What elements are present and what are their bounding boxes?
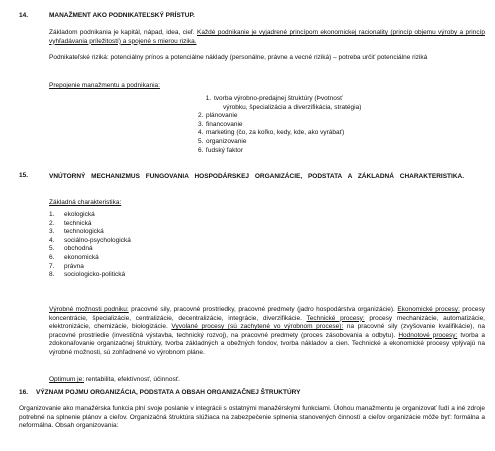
list-text: ľudský faktor	[206, 146, 243, 154]
section-14-paragraph-1	[49, 29, 485, 46]
list-text: právna	[64, 262, 84, 270]
technical-processes-label: Technické procesy:	[306, 314, 365, 322]
list-number: 5.	[198, 137, 204, 145]
paragraph-text: pracovné sily, pracovné prostriedky, pracovné predmety (jadro hospodárstva organizácie).	[128, 306, 398, 313]
basic-characteristics-label: Základná charakteristika:	[49, 199, 122, 206]
list-text: obchodná	[64, 245, 93, 253]
list-text: plánovanie	[206, 112, 238, 120]
production-capabilities-label: Výrobné možnosti podniku:	[49, 306, 129, 313]
characteristics-list	[49, 211, 131, 280]
list-text: technická	[64, 219, 92, 227]
section-14-number: 14.	[19, 12, 29, 19]
list-item	[49, 271, 131, 280]
value-processes-label: Hodnotové procesy:	[398, 331, 458, 339]
list-item	[49, 254, 131, 263]
list-text: sociálno-psychologická	[64, 236, 131, 244]
optimum-label: Optimum je:	[49, 376, 85, 383]
list-item	[49, 220, 131, 229]
list-item	[198, 138, 361, 147]
list-text: tvorba výrobno-predajnej štruktúry (Þvotnosť	[214, 95, 343, 102]
paragraph-text: procesy koncentrácie, špecializácie, centralizácie, decentralizácie, integrácie, diverzifikácie.	[49, 306, 485, 322]
section-16-number: 16.	[19, 389, 29, 396]
section-16-paragraph: Organizovanie ako manažérska funkcia plní svoje poslanie v integrácii s ostatnými manažérskymi funkciami. Úlohou manažmentu je organizovať ľudí a iné zdroje potrebné na splnenie plánov a cieľov. Organizačná štruktúra slúžiaca na zabezpečenie splnenia stanovených činností a cieľov organizácie môže byť: formálna a neformálna. Obsah organizovania:	[19, 405, 485, 430]
list-item	[198, 112, 361, 121]
list-number: 4.	[49, 236, 55, 244]
list-number: 8.	[49, 271, 55, 279]
list-item	[49, 228, 131, 237]
section-14-title: MANAŽMENT AKO PODNIKATEĽSKÝ PRÍSTUP.	[49, 12, 195, 19]
induced-processes-label: Vyvolané procesy (sú zachytené vo výrobnom procese):	[171, 323, 344, 331]
list-text: sociologicko-politická	[64, 271, 126, 279]
list-text: ekologická	[64, 211, 95, 218]
list-item-continuation: výrobku, špecializácia a diverzifikácia, stratégia)	[223, 103, 362, 111]
list-number: 2.	[198, 112, 204, 120]
list-text: marketing (čo, za koľko, kedy, kde, ako vyrábať)	[206, 129, 345, 137]
list-item	[49, 245, 131, 254]
list-number: 6.	[198, 146, 204, 154]
optimum-line	[49, 376, 180, 385]
list-item	[198, 95, 361, 104]
optimum-text: rentabilita, efektívnosť, účinnosť.	[84, 376, 180, 383]
section-15-processes-paragraph	[49, 306, 485, 358]
list-item	[198, 129, 361, 138]
list-number: 3.	[198, 120, 204, 128]
list-number: 1.	[49, 211, 55, 218]
paragraph-text: tvorba a zdokonaľovanie organizačnej štruktúry, tvorba základných a obežných fondov, tvorba nákladov a cien. Technické a ekonomické procesy vplývajú na výrobné možnosti, sú zohľadnené vo výrobnom pláne.	[49, 331, 486, 356]
list-number: 3.	[49, 228, 55, 236]
list-number: 7.	[49, 262, 55, 270]
paragraph-text: procesy mechanizácie, automatizácie, elektronizácie, chemizácie, biologizácie.	[49, 314, 485, 331]
section-15-number: 15.	[19, 172, 29, 179]
economic-processes-label: Ekonomické procesy:	[397, 306, 460, 313]
list-text: technologická	[64, 228, 104, 236]
list-text: ekonomická	[64, 253, 99, 261]
section-16-title: VÝZNAM POJMU ORGANIZÁCIA, PODSTATA A OBSAH ORGANIZAČNEJ ŠTRUKTÚRY	[36, 389, 301, 396]
business-management-list	[198, 95, 361, 155]
list-number: 6.	[49, 253, 55, 261]
list-item	[49, 211, 131, 220]
management-business-link-label: Prepojenie manažmentu a podnikania:	[49, 82, 160, 89]
section-14-paragraph-2: Podnikateľské riziká: potenciálny prínos a potenciálne náklady (personálne, právne a vecné riziká) – potreba určiť potenciálne riziká	[49, 54, 428, 61]
list-item	[49, 263, 131, 272]
paragraph-text: Základom podnikania je kapitál, nápad, idea, cieľ.	[49, 29, 197, 36]
list-number: 2.	[49, 219, 55, 227]
list-item	[198, 121, 361, 130]
list-text: financovanie	[206, 120, 243, 128]
list-item	[198, 147, 361, 156]
list-item	[49, 237, 131, 246]
list-number: 5.	[49, 245, 55, 253]
section-15-title: VNÚTORNÝ MECHANIZMUS FUNGOVANIA HOSPODÁRSKEJ ORGANIZÁCIE, PODSTATA A ZÁKLADNÁ CHARAKTERISTIKA.	[49, 173, 465, 180]
list-number: 4.	[198, 129, 204, 137]
paragraph-text: na pracovné sily (zvyšovanie kvalifikácie), na pracovné prostriedie (investičná výstavba, technický rozvoj), na pracovné predmety (proces zásobovania a odbytu).	[49, 323, 486, 339]
list-text: organizovanie	[206, 137, 247, 145]
list-number: 1.	[205, 95, 211, 102]
underlined-statement: Každé podnikanie je vyjadrené princípom ekonomickej racionality (princíp objemu výroby a princíp vyhľadávania príležitostí) a spojené s mierou rizika.	[49, 29, 485, 45]
